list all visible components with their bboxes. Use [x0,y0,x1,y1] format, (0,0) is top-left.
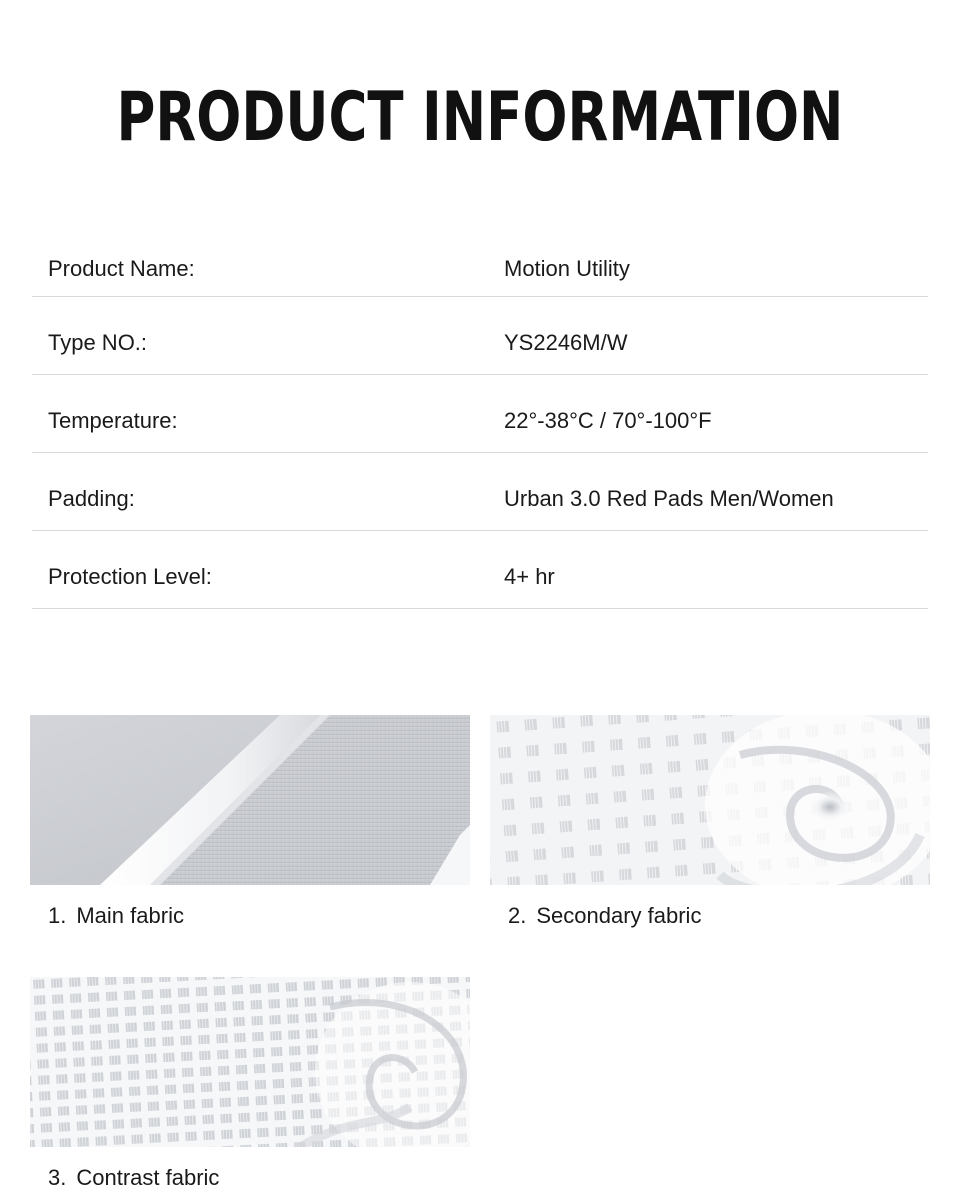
contrast-fabric-image [30,977,470,1147]
fabric-card-contrast [30,977,470,1191]
spec-label: Padding: [48,486,135,511]
spec-value: 4+ hr [504,564,555,589]
spec-row-padding [32,453,928,531]
spec-value: 22°-38°C / 70°-100°F [504,408,712,433]
fabric-name: Secondary fabric [536,903,702,928]
fabric-caption [490,903,930,929]
fabric-name: Main fabric [76,903,184,928]
fabric-caption [30,1165,470,1191]
fabric-name: Contrast fabric [76,1165,220,1190]
spec-label: Product Name: [48,256,195,281]
spec-label: Temperature: [48,408,178,433]
spec-value: YS2246M/W [504,330,628,355]
product-spec-table [32,230,928,609]
fabric-number: 2. [508,903,527,928]
fabric-number: 3. [48,1165,67,1190]
page-title: PRODUCT INFORMATION [116,78,844,157]
spec-value: Motion Utility [504,256,630,281]
fabric-caption [30,903,470,929]
spec-row-product-name [32,230,928,297]
spec-value: Urban 3.0 Red Pads Men/Women [504,486,834,511]
secondary-fabric-image [490,715,930,885]
fabric-number: 1. [48,903,67,928]
fabric-card-secondary [490,715,930,929]
spec-row-protection-level [32,531,928,609]
spec-label: Protection Level: [48,564,212,589]
spec-label: Type NO.: [48,330,148,355]
main-fabric-image [30,715,470,885]
fabric-card-main [30,715,470,929]
spec-row-temperature [32,375,928,453]
spec-row-type-no [32,297,928,375]
